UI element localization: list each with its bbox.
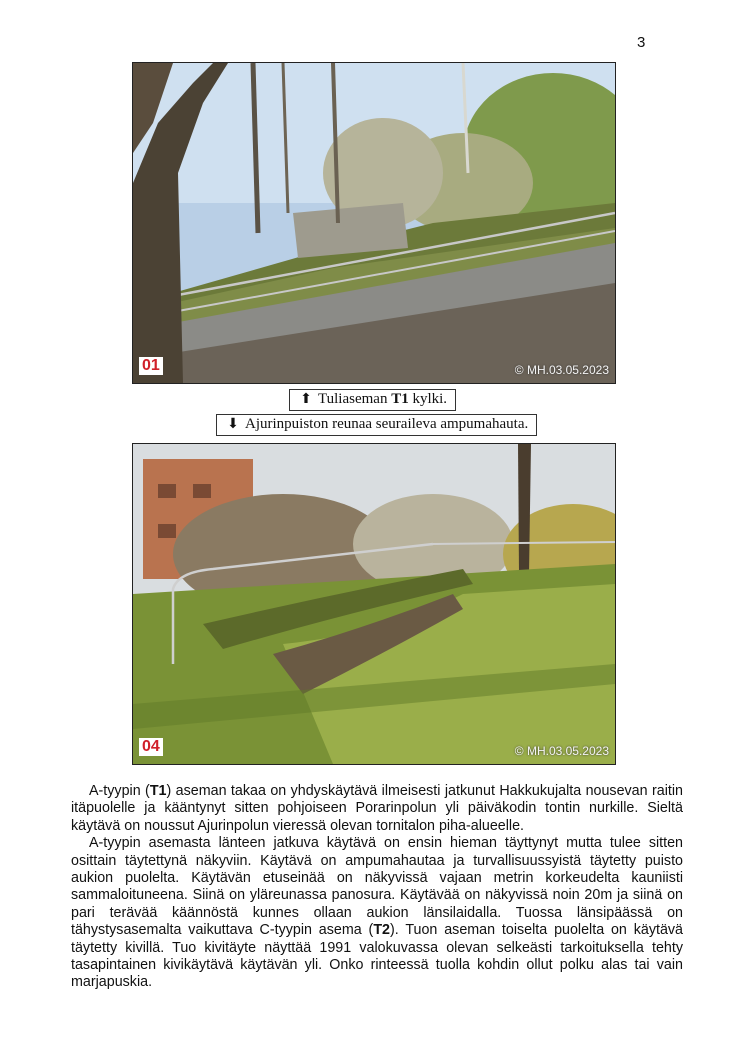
photo-01-image	[133, 63, 615, 383]
caption-04-text: Ajurinpuiston reunaa seuraileva ampumahauta.	[245, 416, 529, 432]
photo-credit-01: © MH.03.05.2023	[514, 363, 609, 377]
photo-01	[132, 62, 616, 384]
photo-number-01: 01	[139, 357, 163, 375]
p2-text-a: A-tyypin asemasta länteen jatkuva käytävä on ensin hieman täyttynyt mutta tulee sitten osittain täytettynä näkyviin. Käytävä on ampumahautaa ja turvallisuussyistä täytetty puisto aukion puolelta. Käytävän etuseinää on näkyvissä vajaan metrin korkeudelta kauniisti sammaloituneena. Siinä on yläreunassa panosura. Käytävää on näkyvissä noin 20m ja siinä on pari terävää käännöstä kunnes ollaan aukion länsilaidalla. Tuossa länsipäässä on tähystysasemalta vaikuttava C-tyypin asema (	[71, 835, 683, 939]
photo-number-04: 04	[139, 738, 163, 756]
p2-bold: T2	[373, 922, 390, 939]
caption-01-bold: T1	[391, 391, 409, 407]
caption-photo-04	[216, 414, 537, 436]
caption-photo-01	[289, 389, 456, 411]
p2-text-c: ). Tuon aseman toiselta puolelta on käytävä täytetty kivillä. Tuo kivitäyte näyttää 1991 valokuvassa olevan selkeästi tarkoituksella tehty tasapintainen kivikäytävä käytävän yli. Onko rinteessä tuolla kohdin ollut polku alas tai vain marjapuskia.	[71, 922, 684, 991]
p1-text-a: A-tyypin (	[89, 783, 150, 799]
page-number: 3	[637, 34, 646, 51]
caption-01-text-end: kylki.	[408, 391, 448, 407]
p1-bold: T1	[149, 783, 167, 799]
photo-credit-04: © MH.03.05.2023	[514, 744, 609, 758]
paragraph-1	[71, 783, 683, 835]
arrow-down-icon: ⬇	[227, 416, 239, 432]
caption-01-text: Tuliaseman	[318, 391, 392, 407]
arrow-up-icon: ⬆	[300, 391, 312, 407]
body-text	[71, 783, 683, 992]
paragraph-2	[71, 835, 683, 992]
photo-04-image	[133, 444, 615, 764]
p1-text-c: ) aseman takaa on yhdyskäytävä ilmeisesti jatkunut Hakkukujalta nousevan raitin itäpuolelle ja kääntynyt sitten pohjoiseen Porarinpolun yli päiväkodin tontin nurkille. Sieltä käytävä on noussut Ajurinpolun vieressä olevan tornitalon piha-alueelle.	[71, 783, 683, 834]
photo-04	[132, 443, 616, 765]
